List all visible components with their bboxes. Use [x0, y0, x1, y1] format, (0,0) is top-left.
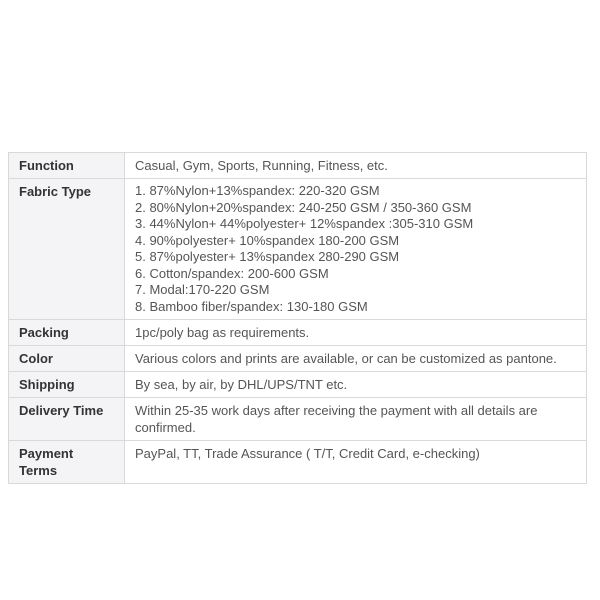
spec-value-shipping: By sea, by air, by DHL/UPS/TNT etc. [125, 372, 587, 398]
product-spec-table [8, 152, 587, 484]
fabric-type-line: 8. Bamboo fiber/spandex: 130-180 GSM [135, 298, 368, 314]
fabric-type-line: 1. 87%Nylon+13%spandex: 220-320 GSM [135, 183, 380, 198]
spec-value-packing: 1pc/poly bag as requirements. [125, 320, 587, 346]
spec-label-color: Color [9, 346, 125, 372]
fabric-type-line: 3. 44%Nylon+ 44%polyester+ 12%spandex :305-310 GSM [135, 216, 474, 231]
spec-row-packing [9, 320, 587, 346]
spec-label-shipping: Shipping [9, 372, 125, 398]
fabric-type-line: 2. 80%Nylon+20%spandex: 240-250 GSM / 350-360 GSM [135, 199, 472, 215]
spec-row-payment-terms [9, 441, 587, 484]
spec-label-function: Function [9, 153, 125, 179]
spec-value-delivery-time: Within 25-35 work days after receiving the payment with all details are confirmed. [125, 398, 587, 441]
spec-value-payment-terms: PayPal, TT, Trade Assurance ( T/T, Credit Card, e-checking) [125, 441, 587, 484]
fabric-type-line: 4. 90%polyester+ 10%spandex 180-200 GSM [135, 232, 400, 248]
spec-label-packing: Packing [9, 320, 125, 346]
spec-row-delivery-time [9, 398, 587, 441]
fabric-type-line: 6. Cotton/spandex: 200-600 GSM [135, 265, 329, 281]
fabric-type-line: 5. 87%polyester+ 13%spandex 280-290 GSM [135, 249, 400, 264]
spec-label-payment-terms: Payment Terms [9, 441, 125, 484]
spec-value-fabric-type [125, 179, 587, 320]
spec-row-function [9, 153, 587, 179]
spec-value-color: Various colors and prints are available, or can be customized as pantone. [125, 346, 587, 372]
spec-row-color [9, 346, 587, 372]
spec-row-shipping [9, 372, 587, 398]
spec-label-delivery-time: Delivery Time [9, 398, 125, 441]
spec-value-function: Casual, Gym, Sports, Running, Fitness, etc. [125, 153, 587, 179]
fabric-type-line: 7. Modal:170-220 GSM [135, 282, 270, 297]
spec-label-fabric-type: Fabric Type [9, 179, 125, 320]
spec-row-fabric-type [9, 179, 587, 320]
